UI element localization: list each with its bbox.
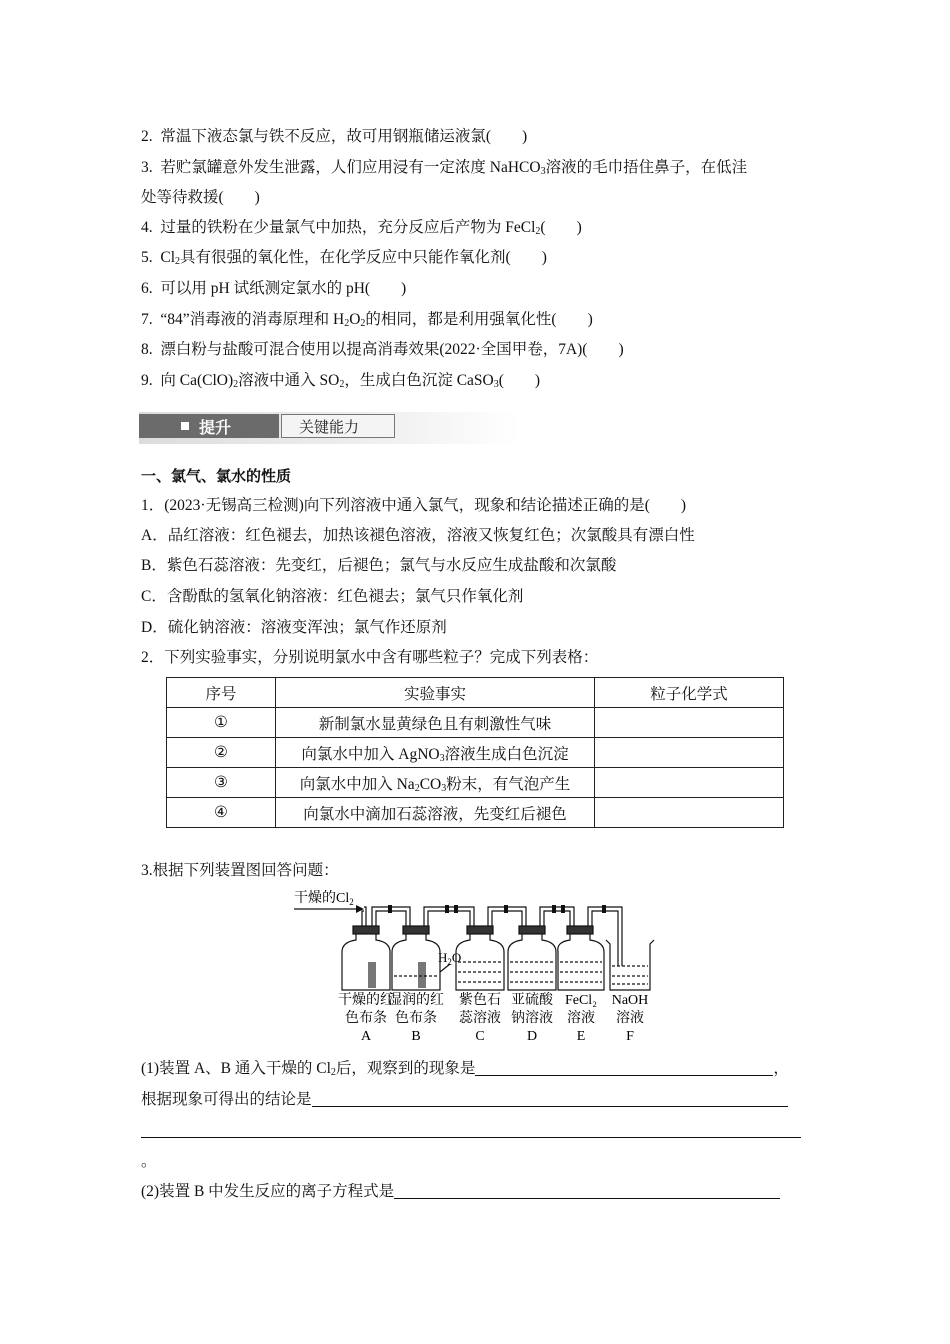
label-a-line2: 色布条 — [345, 1011, 387, 1026]
answer-blank[interactable] — [141, 1121, 801, 1138]
bottle-labels — [338, 991, 648, 1044]
table-header: 粒子化学式 — [595, 678, 784, 708]
row-fact: 新制氯水显黄绿色且有刺激性气味 — [276, 708, 595, 738]
table-header: 序号 — [167, 678, 276, 708]
label-d-line1: 亚硫酸 — [511, 993, 553, 1008]
connecting-tubes — [362, 907, 622, 966]
q3-part1-conclusion: 根据现象可得出的结论是 — [141, 1090, 788, 1110]
label-b-tag: B — [411, 1029, 421, 1044]
question-4: 4. 过量的铁粉在少量氯气中加热，充分反应后产物为 FeCl$_2$( ) — [141, 219, 582, 237]
square-bullet-icon — [181, 422, 189, 430]
apparatus-diagram — [290, 886, 670, 1046]
row-fact: 向氯水中加入 $Na_2CO_3$粉末，有气泡产生 — [276, 768, 595, 798]
row-number: ② — [167, 738, 276, 768]
label-e-line2: 溶液 — [567, 1011, 595, 1026]
q3-stem: 3.根据下列装置图回答问题： — [141, 862, 339, 879]
label-a-tag: A — [360, 1029, 372, 1044]
row-fact: 向氯水中滴加石蕊溶液，先变红后褪色 — [276, 798, 595, 828]
answer-blank[interactable] — [475, 1059, 773, 1076]
answer-cell[interactable] — [595, 708, 784, 738]
label-c-tag: C — [475, 1029, 485, 1044]
bottles — [342, 926, 654, 990]
banner-label-right: 关键能力 — [299, 418, 360, 436]
q3-part1-end: 。 — [141, 1153, 157, 1170]
row-number: ① — [167, 708, 276, 738]
label-a-line1: 干燥的红 — [338, 993, 394, 1008]
label-f-line2: 溶液 — [616, 1011, 644, 1026]
q3-part1-blank-line — [141, 1121, 801, 1141]
q1-option-d: D．硫化钠溶液：溶液变浑浊；氯气作还原剂 — [141, 619, 447, 636]
label-b-line1: 湿润的红 — [388, 993, 444, 1008]
q3-part2: (2)装置 B 中发生反应的离子方程式是 — [141, 1182, 780, 1202]
section-banner — [139, 412, 519, 444]
answer-blank[interactable] — [394, 1182, 780, 1199]
facts-table — [166, 677, 784, 828]
question-5: 5. $Cl_2$具有很强的氧化性，在化学反应中只能作氧化剂( ) — [141, 249, 547, 267]
table-row — [167, 708, 784, 738]
table-row — [167, 768, 784, 798]
row-number: ④ — [167, 798, 276, 828]
label-b-line2: 色布条 — [395, 1011, 437, 1026]
row-fact: 向氯水中加入 AgNO$_3$溶液生成白色沉淀 — [276, 738, 595, 768]
question-6: 6. 可以用 pH 试纸测定氯水的 pH( ) — [141, 280, 407, 297]
table-row — [167, 738, 784, 768]
answer-cell[interactable] — [595, 738, 784, 768]
label-d-line2: 钠溶液 — [511, 1011, 553, 1026]
water-label: $H_2O$ — [438, 950, 462, 967]
table-header: 实验事实 — [276, 678, 595, 708]
q3-part1: (1)装置 A、B 通入干燥的 $Cl_2$后，观察到的现象是 ， — [141, 1060, 789, 1078]
question-9: 9. 向 $Ca(ClO)_2$溶液中通入 $SO_2$，生成白色沉淀 CaSO$_3$( ) — [141, 372, 541, 390]
banner-label-left: 提升 — [199, 418, 232, 437]
answer-cell[interactable] — [595, 798, 784, 828]
q1-option-a: A．品红溶液：红色褪去，加热该褪色溶液，溶液又恢复红色；次氯酸具有漂白性 — [141, 527, 695, 544]
section-heading: 一、氯气、氯水的性质 — [141, 467, 292, 485]
arrow-head-icon — [356, 905, 364, 913]
q2-stem: 2．下列实验事实，分别说明氯水中含有哪些粒子？完成下列表格： — [141, 649, 599, 666]
label-f-tag: F — [626, 1029, 634, 1044]
question-7: 7. “84”消毒液的消毒原理和 $H_2O_2$的相同，都是利用强氧化性( ) — [141, 311, 593, 329]
table-header-row — [167, 678, 784, 708]
label-f-line1: NaOH — [611, 993, 649, 1008]
question-3: 3. 若贮氯罐意外发生泄露，人们应用浸有一定浓度 NaHCO$_3$溶液的毛巾捂住鼻子，在低洼 — [141, 159, 748, 177]
answer-blank[interactable] — [312, 1090, 788, 1107]
q1-stem: 1．(2023·无锡高三检测)向下列溶液中通入氯气，现象和结论描述正确的是( ) — [141, 497, 687, 514]
tube-clamps — [388, 905, 606, 913]
table-row — [167, 798, 784, 828]
q1-option-c: C．含酚酞的氢氧化钠溶液：红色褪去；氯气只作氧化剂 — [141, 588, 524, 605]
answer-cell[interactable] — [595, 768, 784, 798]
question-2: 2. 常温下液态氯与铁不反应，故可用钢瓶储运液氯( ) — [141, 128, 528, 145]
question-3-continued: 处等待救援( ) — [141, 189, 260, 206]
label-e-tag: E — [576, 1029, 586, 1044]
label-c-line1: 紫色石 — [459, 993, 501, 1008]
inlet-label: 干燥的$Cl_2$ — [294, 891, 354, 907]
label-e-line1: FeCl₂ — [564, 993, 598, 1008]
label-c-line2: 蕊溶液 — [459, 1011, 501, 1026]
row-number: ③ — [167, 768, 276, 798]
question-8: 8. 漂白粉与盐酸可混合使用以提高消毒效果(2022·全国甲卷，7A)( ) — [141, 341, 624, 358]
label-d-tag: D — [526, 1029, 538, 1044]
q1-option-b: B．紫色石蕊溶液：先变红，后褪色；氯气与水反应生成盐酸和次氯酸 — [141, 557, 617, 574]
